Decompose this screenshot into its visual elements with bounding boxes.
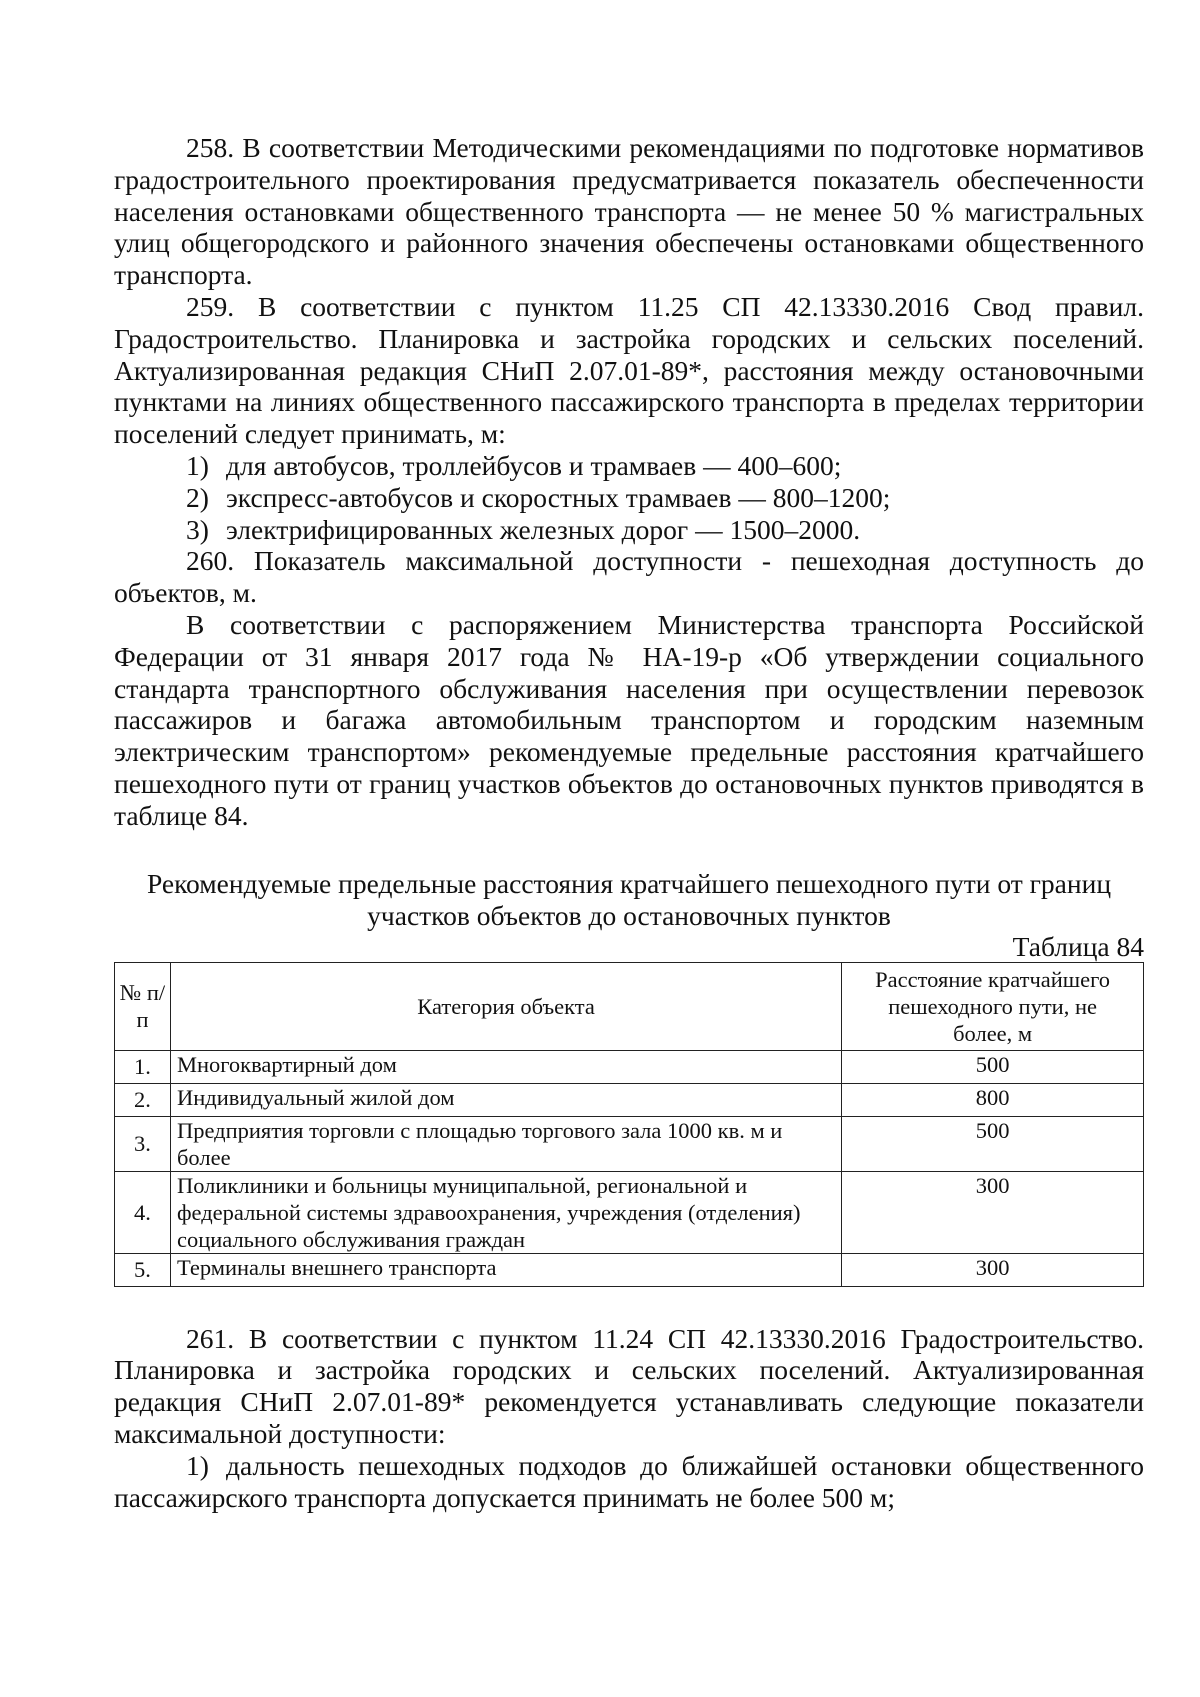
- list-259: [114, 450, 1144, 545]
- row-distance: 300: [842, 1253, 1144, 1286]
- table-caption-line-2: участков объектов до остановочных пунктов: [367, 899, 891, 931]
- paragraph-258: 258. В соответствии Методическими рекомендациями по подготовке нормативов градостроительного проектирования предусматривается показатель обеспеченности населения остановками общественного транспорта — не менее 50 % магистральных улиц общегородского и районного значения обеспечены остановками общественного транспорта.: [114, 132, 1144, 291]
- paragraph-259: 259. В соответствии с пунктом 11.25 СП 42.13330.2016 Свод правил. Градостроительство. Планировка и застройка городских и сельских поселений. Актуализированная редакция СНиП 2.07.01-89*, расстояния между остановочными пунктами на линиях общественного пассажирского транспорта в пределах территории поселений следует принимать, м:: [114, 290, 1144, 450]
- table-84: [114, 962, 1144, 1287]
- list-item-text: экспресс-автобусов и скоростных трамваев — 800–1200;: [226, 481, 891, 513]
- list-item-number: 2): [186, 481, 209, 513]
- row-distance: 300: [842, 1171, 1144, 1253]
- list-item-number: 3): [186, 513, 209, 545]
- row-num: 5.: [115, 1253, 171, 1286]
- row-num: 1.: [115, 1050, 171, 1083]
- table-header-row: [115, 962, 1144, 1050]
- list-item-text: электрифицированных железных дорог — 1500–2000.: [226, 513, 861, 545]
- paragraph-260: 260. Показатель максимальной доступности - пешеходная доступность до объектов, м.: [114, 545, 1144, 609]
- list-item: [114, 1450, 1144, 1514]
- table-row: [115, 1116, 1144, 1171]
- row-category: Терминалы внешнего транспорта: [170, 1253, 841, 1286]
- table-row: [115, 1171, 1144, 1253]
- list-item: [114, 450, 1144, 482]
- list-item: [114, 482, 1144, 514]
- paragraph-261: 261. В соответствии с пунктом 11.24 СП 42.13330.2016 Градостроительство. Планировка и застройка городских и сельских поселений. Актуализированная редакция СНиП 2.07.01-89* рекомендуется устанавливать следующие показатели максимальной доступности:: [114, 1322, 1144, 1449]
- paragraph-260-reference: В соответствии с распоряжением Министерства транспорта Российской Федерации от 31 января 2017 года № НА-19-р «Об утверждении социального стандарта транспортного обслуживания населения при осуществлении перевозок пассажиров и багажа автомобильным транспортом и городским наземным электрическим транспортом» рекомендуемые предельные расстояния кратчайшего пешеходного пути от границ участков объектов до остановочных пунктов приводятся в таблице 84.: [114, 608, 1144, 831]
- document-page: [114, 132, 1144, 1513]
- row-distance: 800: [842, 1083, 1144, 1116]
- row-category: Предприятия торговли с площадью торгового зала 1000 кв. м и более: [170, 1116, 841, 1171]
- header-distance: Расстояние кратчайшего пешеходного пути, не более, м: [842, 962, 1144, 1050]
- header-num: № п/п: [115, 962, 171, 1050]
- list-item-number: 1): [186, 449, 209, 481]
- row-distance: 500: [842, 1050, 1144, 1083]
- row-num: 4.: [115, 1171, 171, 1253]
- row-distance: 500: [842, 1116, 1144, 1171]
- row-num: 2.: [115, 1083, 171, 1116]
- list-item-text: для автобусов, троллейбусов и трамваев — 400–600;: [226, 449, 842, 481]
- row-num: 3.: [115, 1116, 171, 1171]
- list-item-text: дальность пешеходных подходов до ближайшей остановки общественного пассажирского транспорта допускается принимать не более 500 м;: [114, 1449, 1144, 1513]
- list-item: [114, 514, 1144, 546]
- row-category: Поликлиники и больницы муниципальной, региональной и федеральной системы здравоохранения, учреждения (отделения) социального обслуживания граждан: [170, 1171, 841, 1253]
- table-row: [115, 1253, 1144, 1286]
- table-label: Таблица 84: [1012, 930, 1144, 962]
- row-category: Индивидуальный жилой дом: [170, 1083, 841, 1116]
- row-category: Многоквартирный дом: [170, 1050, 841, 1083]
- table-row: [115, 1083, 1144, 1116]
- list-item-number: 1): [186, 1449, 209, 1481]
- table-caption-line-1: Рекомендуемые предельные расстояния кратчайшего пешеходного пути от границ: [146, 867, 1112, 899]
- table-row: [115, 1050, 1144, 1083]
- header-category: Категория объекта: [170, 962, 841, 1050]
